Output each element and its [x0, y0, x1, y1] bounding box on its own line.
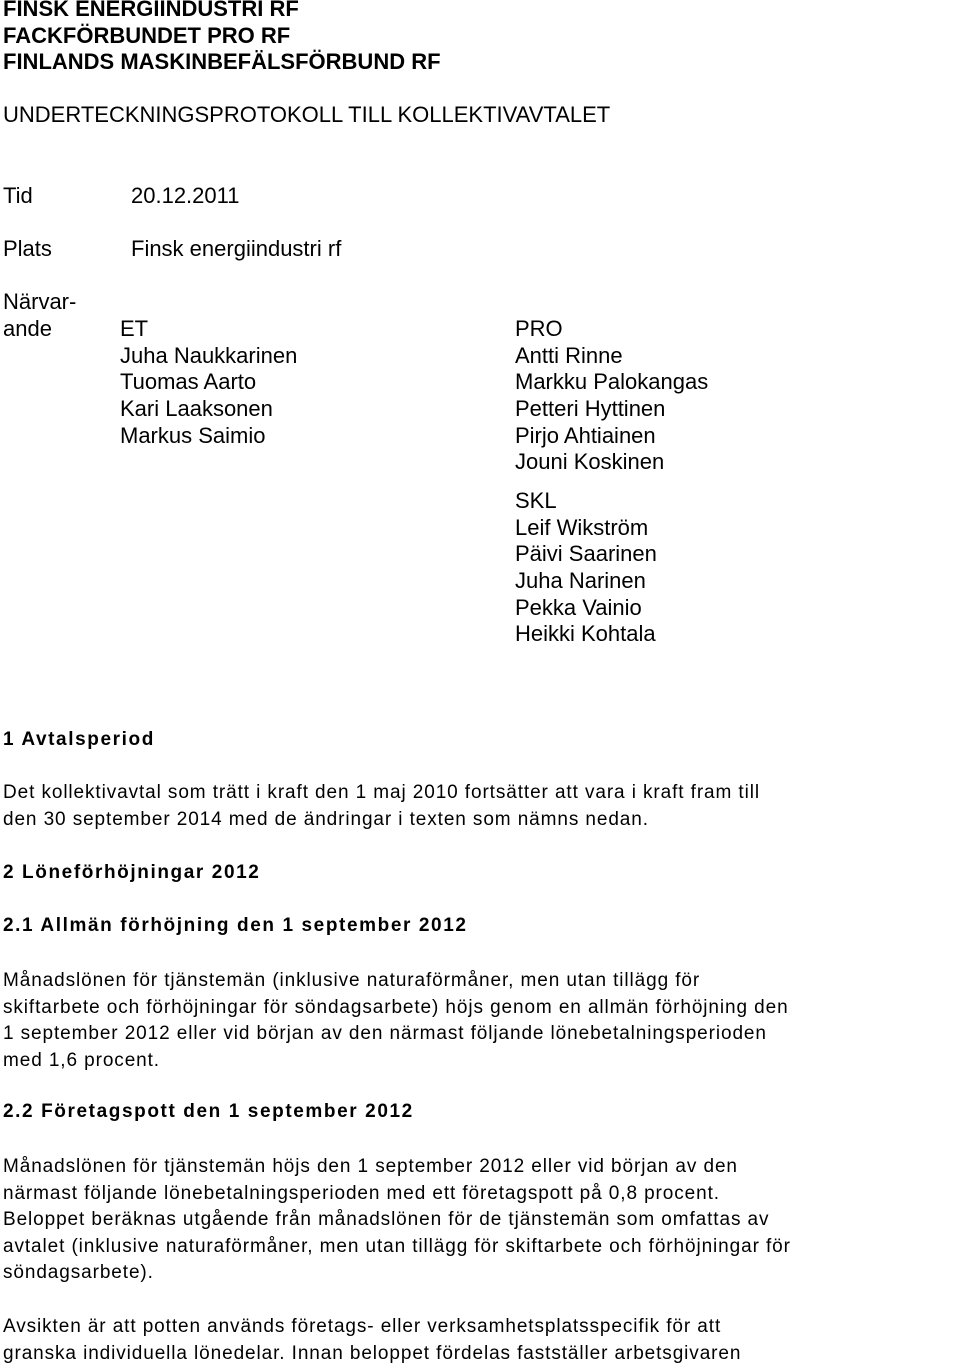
attendee-name: Juha Narinen: [515, 568, 646, 594]
section-2-1-body: [3, 968, 789, 1074]
section-2-1-heading: 2.1 Allmän förhöjning den 1 september 2012: [3, 915, 468, 936]
attendee-name: Kari Laaksonen: [120, 396, 273, 422]
org-name-1: FINSK ENERGIINDUSTRI RF: [3, 0, 299, 21]
paragraph-line: Det kollektivavtal som trätt i kraft den 1 maj 2010 fortsätter att vara i kraft fram till: [3, 782, 760, 803]
paragraph-line: Beloppet beräknas utgående från månadslönen för de tjänstemän som omfattas av: [3, 1209, 770, 1231]
section-2-2-heading: 2.2 Företagspott den 1 september 2012: [3, 1101, 414, 1122]
attendee-name: Heikki Kohtala: [515, 621, 656, 647]
et-heading: ET: [120, 316, 149, 341]
paragraph-line: närmast följande lönebetalningsperioden med ett företagspott på 0,8 procent.: [3, 1182, 720, 1204]
place-label: Plats: [3, 236, 52, 261]
org-name-2: FACKFÖRBUNDET PRO RF: [3, 23, 291, 48]
attendee-name: Päivi Saarinen: [515, 541, 657, 567]
paragraph-line: granska individuella lönedelar. Innan beloppet fördelas fastställer arbetsgivaren: [3, 1342, 742, 1364]
paragraph-line: avtalet (inklusive naturaförmåner, men utan tillägg för skiftarbete och förhöjningar för: [3, 1235, 791, 1257]
paragraph-line: den 30 september 2014 med de ändringar i texten som nämns nedan.: [3, 808, 649, 830]
paragraph-line: Avsikten är att potten används företags- eller verksamhetsplatsspecifik för att: [3, 1316, 722, 1337]
attendee-name: Tuomas Aarto: [120, 369, 257, 395]
attendees-et: [120, 316, 297, 449]
attendee-name: Pekka Vainio: [515, 594, 642, 620]
time-label: Tid: [3, 183, 33, 208]
attendees-pro: [515, 316, 708, 476]
attendee-name: Jouni Koskinen: [515, 449, 665, 475]
paragraph-line: skiftarbete och förhöjningar för söndagsarbete) höjs genom en allmän förhöjning den: [3, 996, 789, 1018]
attendee-name: Leif Wikström: [515, 514, 649, 540]
paragraph-line: Månadslönen för tjänstemän (inklusive naturaförmåner, men utan tillägg för: [3, 970, 701, 991]
attendee-name: Petteri Hyttinen: [515, 396, 666, 422]
paragraph-line: Månadslönen för tjänstemän höjs den 1 september 2012 eller vid början av den: [3, 1156, 738, 1177]
section-1-body: [3, 780, 760, 833]
attendee-name: Antti Rinne: [515, 342, 623, 368]
skl-heading: SKL: [515, 488, 557, 513]
section-1-heading: 1 Avtalsperiod: [3, 729, 155, 750]
section-2-2-body-continued: [3, 1314, 741, 1367]
time-value: 20.12.2011: [131, 183, 240, 208]
paragraph-line: med 1,6 procent.: [3, 1049, 160, 1071]
attendee-name: Pirjo Ahtiainen: [515, 422, 656, 448]
attendee-name: Markku Palokangas: [515, 369, 709, 395]
attendee-name: Juha Naukkarinen: [120, 342, 298, 368]
document-title: UNDERTECKNINGSPROTOKOLL TILL KOLLEKTIVAVTALET: [3, 102, 611, 127]
place-value: Finsk energiindustri rf: [131, 236, 342, 261]
pro-heading: PRO: [515, 316, 563, 341]
present-label-line2: ande: [3, 316, 52, 341]
paragraph-line: 1 september 2012 eller vid början av den närmast följande lönebetalningsperioden: [3, 1023, 767, 1045]
section-2-heading: 2 Löneförhöjningar 2012: [3, 862, 261, 883]
section-2-2-body: [3, 1154, 791, 1287]
attendees-skl: [515, 488, 657, 648]
attendee-name: Markus Saimio: [120, 422, 266, 448]
org-name-3: FINLANDS MASKINBEFÄLSFÖRBUND RF: [3, 49, 441, 74]
paragraph-line: söndagsarbete).: [3, 1262, 154, 1284]
present-label-line1: Närvar-: [3, 289, 77, 314]
